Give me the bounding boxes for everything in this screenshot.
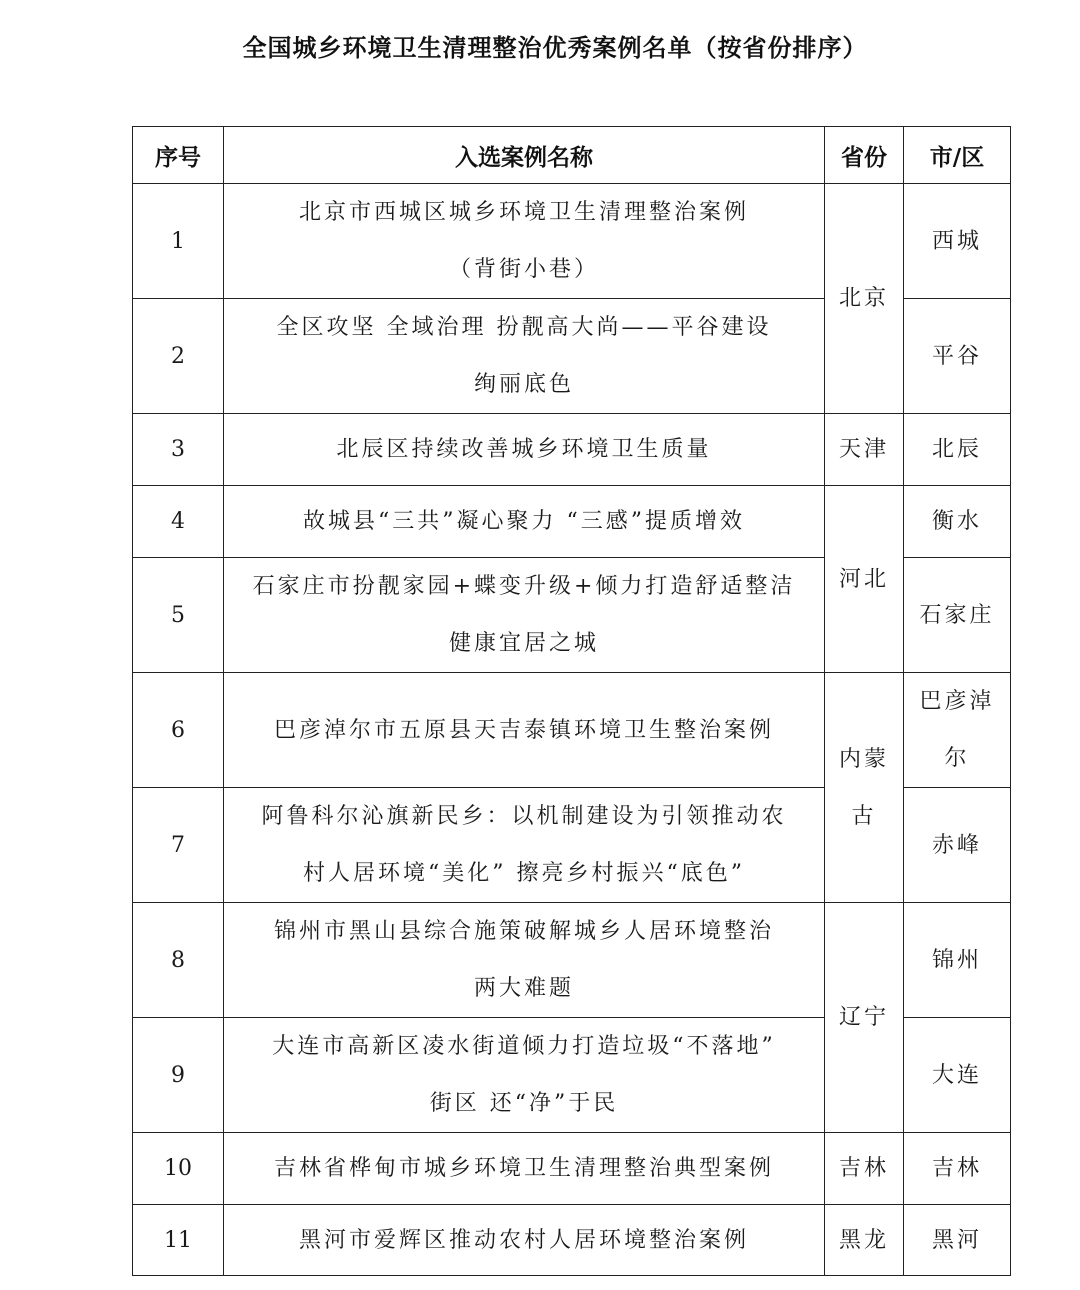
row-index: 7 [133, 788, 224, 903]
province-cell [825, 1133, 904, 1205]
city-cell [904, 414, 1011, 486]
case-name-line: 石家庄市扮靓家园+蝶变升级+倾力打造舒适整洁 [252, 574, 796, 599]
province-label: 古 [851, 803, 877, 829]
city-label: 赤峰 [931, 832, 982, 858]
table-row [133, 414, 1011, 486]
province-cell [825, 486, 904, 673]
case-name-line: 北京市西城区城乡环境卫生清理整治案例 [298, 200, 749, 225]
province-cell [825, 184, 904, 414]
province-label: 北京 [838, 286, 889, 311]
table-row [133, 1133, 1011, 1205]
province-label: 辽宁 [838, 1005, 889, 1030]
case-name-line: 健康宜居之城 [448, 631, 599, 656]
city-label: 巴彦淖 [919, 689, 995, 714]
province-label: 天津 [838, 437, 889, 462]
header-city: 市/区 [904, 127, 1011, 184]
case-name [224, 184, 825, 299]
case-name-line: 阿鲁科尔沁旗新民乡：以机制建设为引领推动农 [261, 804, 787, 829]
city-cell [904, 184, 1011, 299]
document-title: 全国城乡环境卫生清理整治优秀案例名单（按省份排序） [242, 34, 868, 62]
city-label: 吉林 [931, 1156, 982, 1181]
case-name [224, 558, 825, 673]
city-cell [904, 486, 1011, 558]
header-case-name: 入选案例名称 [224, 127, 825, 184]
header-province: 省份 [825, 127, 904, 184]
city-label: 黑河 [931, 1227, 982, 1253]
row-index: 2 [133, 299, 224, 414]
case-name [224, 1018, 825, 1133]
row-index: 11 [133, 1205, 224, 1276]
province-label: 内蒙 [838, 746, 889, 772]
case-name-line: 绚丽底色 [473, 372, 574, 397]
case-name-line: 村人居环境“美化” 擦亮乡村振兴“底色” [303, 861, 745, 886]
province-label: 吉林 [838, 1156, 889, 1181]
table-row [133, 673, 1011, 788]
table-row [133, 903, 1011, 1018]
city-label: 石家庄 [919, 602, 995, 628]
row-index: 8 [133, 903, 224, 1018]
province-cell [825, 673, 904, 903]
case-name-line: 吉林省桦甸市城乡环境卫生清理整治典型案例 [273, 1156, 774, 1181]
city-label: 平谷 [931, 343, 982, 369]
table-header-row [133, 127, 1011, 184]
city-cell [904, 1133, 1011, 1205]
case-name-line: 黑河市爱辉区推动农村人居环境整治案例 [298, 1227, 749, 1253]
city-cell [904, 788, 1011, 903]
case-name [224, 788, 825, 903]
province-label: 黑龙 [838, 1227, 889, 1253]
table-row [133, 184, 1011, 299]
case-table [132, 126, 1011, 1276]
table-row [133, 486, 1011, 558]
row-index: 4 [133, 486, 224, 558]
row-index: 1 [133, 184, 224, 299]
case-name-line: 全区攻坚 全域治理 扮靓高大尚——平谷建设 [276, 315, 772, 340]
province-cell [825, 903, 904, 1133]
row-index: 5 [133, 558, 224, 673]
case-name [224, 299, 825, 414]
city-cell [904, 903, 1011, 1018]
city-label: 北辰 [931, 437, 982, 462]
case-name [224, 1133, 825, 1205]
province-cell [825, 1205, 904, 1276]
city-cell [904, 1018, 1011, 1133]
case-name [224, 486, 825, 558]
province-cell [825, 414, 904, 486]
city-cell [904, 1205, 1011, 1276]
row-index: 10 [133, 1133, 224, 1205]
case-name-line: 故城县“三共”凝心聚力 “三感”提质增效 [303, 509, 745, 534]
case-name-line: 两大难题 [473, 976, 574, 1001]
city-label: 锦州 [931, 947, 982, 973]
table-row [133, 1205, 1011, 1276]
case-name-line: 大连市高新区凌水街道倾力打造垃圾“不落地” [272, 1034, 776, 1059]
city-label: 大连 [931, 1062, 982, 1088]
city-label: 西城 [931, 228, 982, 254]
case-name-line: 北辰区持续改善城乡环境卫生质量 [336, 437, 712, 462]
case-name [224, 903, 825, 1018]
row-index: 6 [133, 673, 224, 788]
header-index: 序号 [133, 127, 224, 184]
row-index: 9 [133, 1018, 224, 1133]
city-label: 尔 [944, 746, 970, 771]
city-label: 衡水 [931, 509, 982, 534]
case-name-line: 巴彦淖尔市五原县天吉泰镇环境卫生整治案例 [273, 717, 774, 743]
case-name [224, 1205, 825, 1276]
row-index: 3 [133, 414, 224, 486]
case-name [224, 673, 825, 788]
province-label: 河北 [838, 566, 889, 592]
city-cell [904, 299, 1011, 414]
city-cell [904, 673, 1011, 788]
case-name [224, 414, 825, 486]
case-name-line: （背街小巷） [448, 257, 599, 282]
case-name-line: 锦州市黑山县综合施策破解城乡人居环境整治 [273, 919, 774, 944]
city-cell [904, 558, 1011, 673]
case-name-line: 街区 还“净”于民 [429, 1091, 619, 1116]
